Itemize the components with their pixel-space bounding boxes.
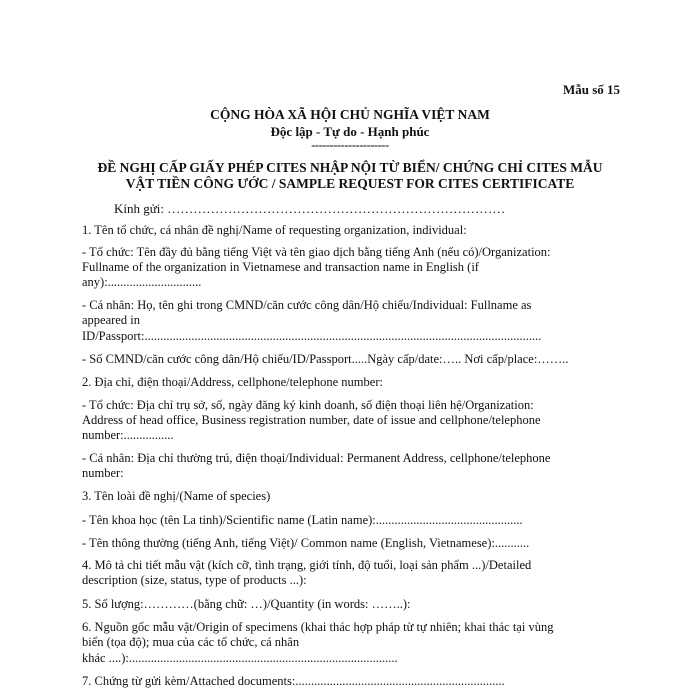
form-line: 3. Tên loài đề nghị/(Name of species): [82, 489, 271, 503]
form-line: number:: [82, 466, 124, 480]
form-line: 7. Chứng từ gửi kèm/Attached documents:...................................................................: [82, 674, 505, 688]
form-line: number:................: [82, 428, 174, 442]
form-line: - Số CMND/căn cước công dân/Hộ chiếu/ID/Passport.....Ngày cấp/date:….. Nơi cấp/place:……..: [82, 352, 569, 366]
form-line: 4. Mô tả chi tiết mẫu vật (kích cỡ, tình trạng, giới tính, độ tuổi, loại sản phẩm ...)/Detailed: [82, 558, 532, 572]
form-line: - Cá nhân: Địa chỉ thường trú, điện thoại/Individual: Permanent Address, cellphone/telephone: [82, 451, 551, 465]
divider-rule: ---------------------: [311, 138, 389, 152]
form-line: 5. Số lượng:…………(bằng chữ: …)/Quantity (in words: ……..):: [82, 597, 411, 611]
form-line: - Tổ chức: Tên đầy đủ bằng tiếng Việt và tên giao dịch bằng tiếng Anh (nếu có)/Organization:: [82, 245, 551, 259]
form-line: any):..............................: [82, 275, 202, 289]
form-line: Fullname of the organization in Vietnamese and transaction name in English (if: [82, 260, 479, 274]
form-line: 6. Nguồn gốc mẫu vật/Origin of specimens (khai thác hợp pháp từ tự nhiên; khai thác tại vùng: [82, 620, 554, 634]
document-title-line-1: ĐỀ NGHỊ CẤP GIẤY PHÉP CITES NHẬP NỘI TỪ BIỂN/ CHỨNG CHỈ CITES MẪU: [97, 160, 603, 175]
form-line: biển (tọa độ); mua của các tổ chức, cá nhân: [82, 635, 300, 649]
form-line: appeared in: [82, 313, 140, 327]
form-line: - Tên thông thường (tiếng Anh, tiếng Việt)/ Common name (English, Vietnamese):...........: [82, 536, 530, 550]
form-line: 2. Địa chỉ, điện thoại/Address, cellphone/telephone number:: [82, 375, 383, 389]
form-number: Mẫu số 15: [562, 82, 620, 97]
document-title: [0, 160, 700, 192]
form-line: - Tên khoa học (tên La tinh)/Scientific name (Latin name):...............................................: [82, 513, 523, 527]
form-line: - Cá nhân: Họ, tên ghi trong CMND/căn cước công dân/Hộ chiếu/Individual: Fullname as: [82, 298, 532, 312]
form-line: Address of head office, Business registration number, date of issue and cellphone/telephone: [82, 413, 541, 427]
form-line: - Tổ chức: Địa chỉ trụ sở, số, ngày đăng ký kinh doanh, số điện thoại liên hệ/Organization:: [82, 398, 534, 412]
motto: Độc lập - Tự do - Hạnh phúc: [270, 124, 430, 139]
form-line: description (size, status, type of products ...):: [82, 573, 307, 587]
nation-heading: CỘNG HÒA XÃ HỘI CHỦ NGHĨA VIỆT NAM: [210, 107, 490, 122]
document-title-line-2: VẬT TIỀN CÔNG ƯỚC / SAMPLE REQUEST FOR CITES CERTIFICATE: [125, 176, 575, 191]
form-line: khác ....):......................................................................................: [82, 651, 398, 665]
addressee-line: Kính gửi: ……………………………………………………………………: [114, 201, 506, 216]
form-line: 1. Tên tổ chức, cá nhân đề nghị/Name of requesting organization, individual:: [82, 223, 467, 237]
form-line: ID/Passport:...............................................................................................................................: [82, 329, 542, 343]
